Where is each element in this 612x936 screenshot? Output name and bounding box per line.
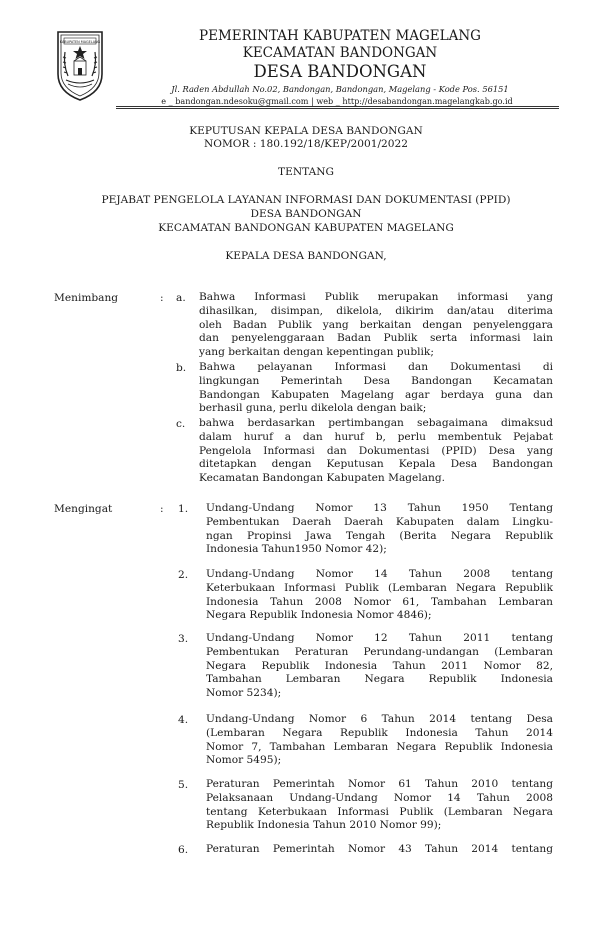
menimbang-marker-c: c. <box>176 418 186 430</box>
menimbang-marker-b: b. <box>176 362 187 374</box>
text-line: Nomor 5495); <box>206 754 282 767</box>
text-line: ditetapkan dengan Keputusan Kepala Desa Bandongan <box>199 458 553 471</box>
text-line: bahwa berdasarkan pertimbangan sebagaimana dimaksud <box>199 417 553 429</box>
menimbang-colon: : <box>160 292 164 304</box>
text-line: Indonesia Tahun 2008 Nomor 61, Tambahan Lembaran <box>206 595 553 608</box>
text-line: tentang Keterbukaan Informasi Publik (Lembaran Negara <box>206 805 553 818</box>
letterhead-contact: e _ bandongan.ndesoku@gmail.com | web _ http://desabandongan.magelangkab.go.id <box>161 96 513 106</box>
text-line: lingkungan Pemerintah Desa Bandongan Kecamatan <box>199 374 553 387</box>
text-line: Pelaksanaan Undang-Undang Nomor 14 Tahun 2008 <box>206 791 553 804</box>
text-line: Undang-Undang Nomor 13 Tahun 1950 Tentang <box>206 502 553 514</box>
text-line: Kecamatan Bandongan Kabupaten Magelang. <box>199 472 446 485</box>
mengingat-colon: : <box>160 503 164 515</box>
mengingat-marker-4: 4. <box>178 714 189 726</box>
mengingat-marker-6: 6. <box>178 844 189 856</box>
mengingat-marker-5: 5. <box>178 779 189 791</box>
mengingat-item-6 <box>206 843 553 857</box>
text-line: Tambahan Lembaran Negara Republik Indonesia <box>206 673 553 686</box>
text-line: Bahwa pelayanan Informasi dan Dokumentasi di <box>199 361 553 373</box>
text-line: yang berkaitan dengan kepentingan publik; <box>199 346 434 359</box>
menimbang-marker-a: a. <box>176 292 186 304</box>
text-line: oleh Badan Publik yang berkaitan dengan penyelenggara <box>199 318 553 331</box>
text-line: Bandongan Kabupaten Magelang agar berdaya guna dan <box>199 388 553 401</box>
text-line: Nomor 5234); <box>206 687 282 700</box>
mengingat-item-1 <box>206 502 553 557</box>
subject-line-3: KECAMATAN BANDONGAN KABUPATEN MAGELANG <box>158 222 454 234</box>
decision-title: KEPUTUSAN KEPALA DESA BANDONGAN <box>189 125 423 137</box>
mengingat-item-2 <box>206 568 553 623</box>
text-line: Negara Republik Indonesia Tahun 2011 Nomor 82, <box>206 659 553 672</box>
mengingat-marker-1: 1. <box>178 503 189 515</box>
logo-label: KABUPATEN MAGELANG <box>59 39 101 44</box>
mengingat-item-4 <box>206 713 553 768</box>
text-line: Peraturan Pemerintah Nomor 43 Tahun 2014 tentang <box>206 843 553 855</box>
letterhead-divider <box>116 106 559 107</box>
mengingat-item-5 <box>206 778 553 833</box>
text-line: Nomor 7, Tambahan Lembaran Negara Republik Indonesia <box>206 740 553 753</box>
letterhead-divider-inner <box>116 108 559 109</box>
mengingat-item-3 <box>206 632 553 701</box>
text-line: Keterbukaan Informasi Publik (Lembaran Negara Republik <box>206 581 553 594</box>
text-line: Indonesia Tahun1950 Nomor 42); <box>206 543 387 556</box>
regency-logo <box>56 30 104 102</box>
text-line: dalam huruf a dan huruf b, perlu membentuk Pejabat <box>199 430 553 443</box>
letterhead-village: DESA BANDONGAN <box>253 62 427 81</box>
about-heading: TENTANG <box>278 166 334 178</box>
letterhead-government: PEMERINTAH KABUPATEN MAGELANG <box>199 28 481 44</box>
text-line: Pembentukan Peraturan Perundang-undangan (Lembaran <box>206 645 553 658</box>
text-line: Republik Indonesia Tahun 2010 Nomor 99); <box>206 819 442 832</box>
text-line: Bahwa Informasi Publik merupakan informasi yang <box>199 291 553 303</box>
mengingat-marker-2: 2. <box>178 569 189 581</box>
menimbang-label: Menimbang <box>54 292 119 304</box>
text-line: Pembentukan Daerah Daerah Kabupaten dalam Lingku- <box>206 515 553 528</box>
text-line: Negara Republik Indonesia Nomor 4846); <box>206 609 432 622</box>
text-line: berhasil guna, perlu dikelola dengan baik; <box>199 402 427 415</box>
menimbang-item-b <box>199 361 553 416</box>
mengingat-label: Mengingat <box>54 503 113 515</box>
text-line: ngan Propinsi Jawa Tengah (Berita Negara Republik <box>206 529 553 542</box>
subject-line-2: DESA BANDONGAN <box>250 208 362 220</box>
text-line: Undang-Undang Nomor 14 Tahun 2008 tentang <box>206 568 553 580</box>
text-line: Peraturan Pemerintah Nomor 61 Tahun 2010 tentang <box>206 778 553 790</box>
text-line: (Lembaran Negara Republik Indonesia Tahun 2014 <box>206 726 553 739</box>
decision-number: NOMOR : 180.192/18/KEP/2001/2022 <box>203 138 409 150</box>
mengingat-marker-3: 3. <box>178 633 189 645</box>
text-line: Undang-Undang Nomor 12 Tahun 2011 tentang <box>206 632 553 644</box>
subject-line-1: PEJABAT PENGELOLA LAYANAN INFORMASI DAN DOKUMENTASI (PPID) <box>101 194 511 206</box>
menimbang-item-a <box>199 291 553 360</box>
text-line: dan penyelenggaraan Badan Publik serta informasi lain <box>199 332 553 345</box>
text-line: Pengelola Informasi dan Dokumentasi (PPID) Desa yang <box>199 444 553 457</box>
letterhead-district: KECAMATAN BANDONGAN <box>242 45 438 61</box>
text-line: dihasilkan, disimpan, dikelola, dikirim dan/atau diterima <box>199 304 553 317</box>
letterhead-address: Jl. Raden Abdullah No.02, Bandongan, Bandongan, Magelang - Kode Pos. 56151 <box>171 84 509 94</box>
issuer-heading: KEPALA DESA BANDONGAN, <box>225 250 387 262</box>
menimbang-item-c <box>199 417 553 486</box>
text-line: Undang-Undang Nomor 6 Tahun 2014 tentang Desa <box>206 713 553 725</box>
